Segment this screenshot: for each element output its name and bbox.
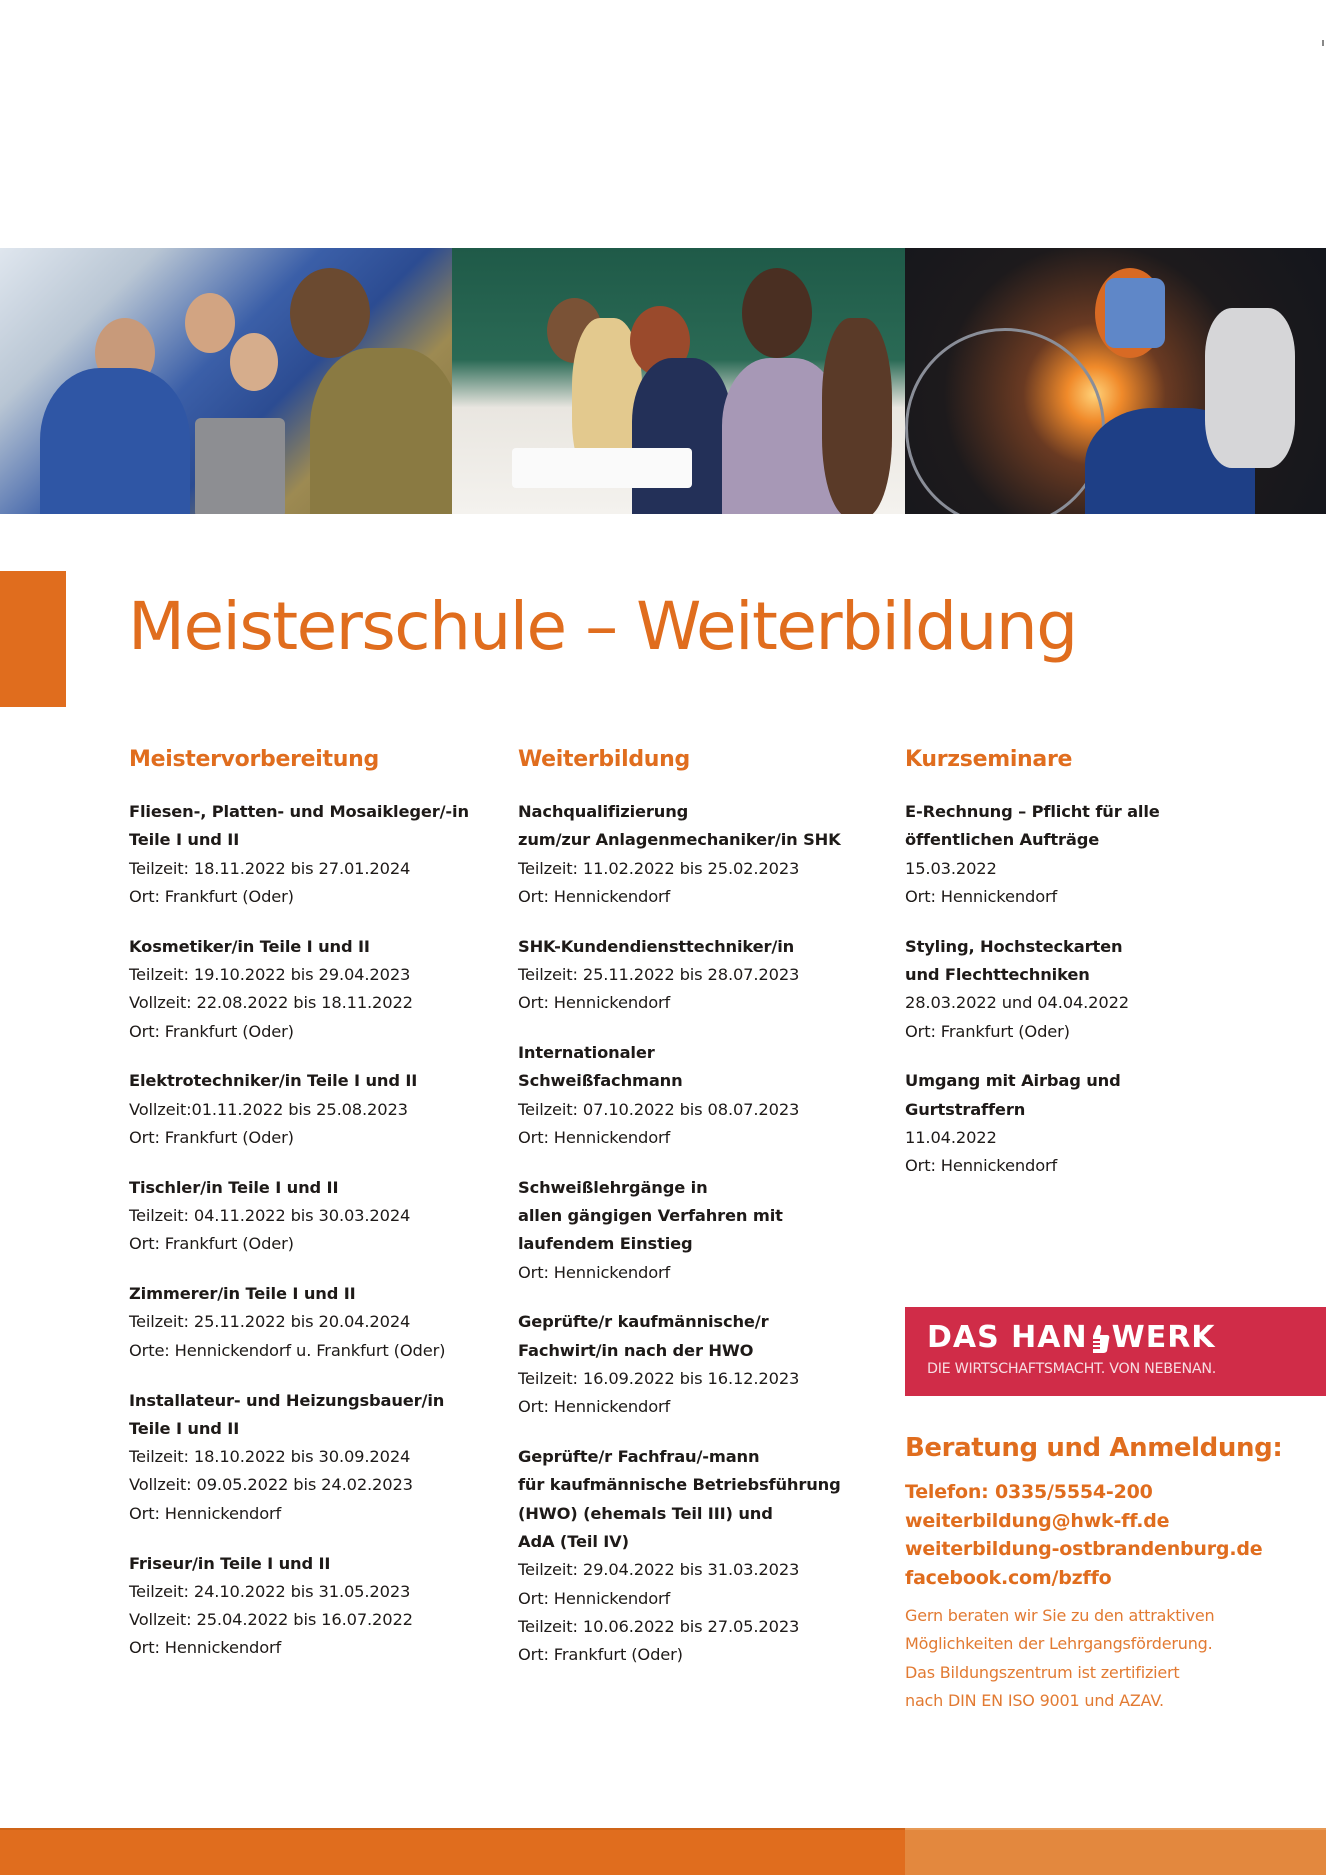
page-title: Meisterschule – Weiterbildung — [128, 588, 1077, 665]
course-date: Teilzeit: 10.06.2022 bis 27.05.2023 — [518, 1616, 800, 1636]
course-title: AdA (Teil IV) — [518, 1532, 629, 1552]
course-location: Ort: Hennickendorf — [518, 1397, 671, 1417]
phone-number[interactable]: Telefon: 0335/5554-200 — [905, 1481, 1153, 1503]
course-title: Friseur/in Teile I und II — [129, 1553, 331, 1573]
course-list — [129, 798, 499, 1663]
course-title: für kaufmännische Betriebsführung — [518, 1475, 841, 1495]
course-date: Teilzeit: 19.10.2022 bis 29.04.2023 — [129, 964, 411, 984]
course-entry — [905, 933, 1315, 1046]
footer-band — [0, 1828, 1326, 1875]
course-location: Ort: Hennickendorf — [518, 1588, 671, 1608]
course-date: Teilzeit: 16.09.2022 bis 16.12.2023 — [518, 1369, 800, 1389]
course-location: Ort: Hennickendorf — [129, 1503, 282, 1523]
course-title: öffentlichen Aufträge — [905, 830, 1100, 850]
contact-note-line: Das Bildungszentrum ist zertifiziert — [905, 1662, 1180, 1682]
course-title: Fliesen-, Platten- und Mosaikleger/-in — [129, 802, 469, 821]
accent-block — [0, 571, 66, 707]
course-title: Umgang mit Airbag und — [905, 1071, 1121, 1091]
photo-classroom — [452, 248, 905, 514]
contact-heading: Beratung und Anmeldung: — [905, 1433, 1283, 1463]
course-location: Ort: Hennickendorf — [518, 1127, 671, 1147]
course-entry — [518, 798, 888, 911]
course-title: Geprüfte/r Fachfrau/-mann — [518, 1447, 760, 1467]
corner-mark — [1322, 40, 1324, 46]
course-date: 15.03.2022 — [905, 858, 997, 878]
course-date: Teilzeit: 25.11.2022 bis 20.04.2024 — [129, 1312, 411, 1332]
banner-text-left: DAS HAN — [927, 1320, 1088, 1355]
column-meistervorbereitung — [129, 742, 499, 1684]
course-entry — [518, 1039, 888, 1152]
course-title: E-Rechnung – Pflicht für alle — [905, 802, 1160, 821]
course-location: Ort: Hennickendorf — [129, 1638, 282, 1658]
course-entry — [129, 933, 499, 1046]
course-date: Teilzeit: 24.10.2022 bis 31.05.2023 — [129, 1581, 411, 1601]
course-title: Installateur- und Heizungsbauer/in — [129, 1390, 445, 1410]
course-title: Styling, Hochsteckarten — [905, 936, 1123, 956]
section-heading: Meistervorbereitung — [129, 747, 379, 772]
course-date: Teilzeit: 07.10.2022 bis 08.07.2023 — [518, 1099, 800, 1119]
course-date: Vollzeit: 09.05.2022 bis 24.02.2023 — [129, 1475, 413, 1495]
course-entry — [129, 1387, 499, 1528]
course-date: Teilzeit: 11.02.2022 bis 25.02.2023 — [518, 858, 800, 878]
course-date: 11.04.2022 — [905, 1127, 997, 1147]
course-date: Vollzeit: 25.04.2022 bis 16.07.2022 — [129, 1610, 413, 1630]
course-title: (HWO) (ehemals Teil III) und — [518, 1503, 773, 1523]
course-title: Geprüfte/r kaufmännische/r — [518, 1312, 769, 1332]
course-title: allen gängigen Verfahren mit — [518, 1206, 783, 1226]
course-title: Schweißlehrgänge in — [518, 1177, 708, 1197]
course-location: Ort: Hennickendorf — [518, 1262, 671, 1282]
facebook-link[interactable]: facebook.com/bzffo — [905, 1566, 1112, 1589]
course-title: Elektrotechniker/in Teile I und II — [129, 1071, 418, 1091]
course-location: Ort: Hennickendorf — [518, 993, 671, 1013]
column-kurzseminare — [905, 742, 1315, 1202]
course-title: Tischler/in Teile I und II — [129, 1177, 339, 1197]
course-title: laufendem Einstieg — [518, 1234, 693, 1254]
footer-band-light — [905, 1828, 1326, 1875]
course-title: Teile I und II — [129, 1418, 240, 1438]
website-link[interactable]: weiterbildung-ostbrandenburg.de — [905, 1538, 1263, 1560]
photo-strip — [0, 248, 1326, 514]
course-entry — [129, 1067, 499, 1152]
course-entry — [129, 1280, 499, 1365]
das-handwerk-banner — [905, 1307, 1326, 1396]
thumbs-up-hand-icon — [1090, 1324, 1110, 1352]
course-entry — [905, 1067, 1315, 1180]
course-title: Schweißfachmann — [518, 1071, 683, 1091]
course-title: SHK-Kundendiensttechniker/in — [518, 936, 795, 956]
section-heading: Kurzseminare — [905, 747, 1073, 772]
course-entry — [518, 1174, 888, 1287]
course-entry — [905, 798, 1315, 911]
banner-text-right: WERK — [1111, 1320, 1216, 1355]
course-date: Vollzeit:01.11.2022 bis 25.08.2023 — [129, 1099, 408, 1119]
contact-section — [905, 1430, 1326, 1715]
course-location: Ort: Hennickendorf — [905, 886, 1058, 906]
course-location: Ort: Frankfurt (Oder) — [129, 1021, 294, 1041]
course-title: Fachwirt/in nach der HWO — [518, 1340, 754, 1360]
banner-tagline: DIE WIRTSCHAFTSMACHT. VON NEBENAN. — [927, 1361, 1216, 1377]
section-heading: Weiterbildung — [518, 747, 690, 772]
course-entry — [518, 1443, 888, 1669]
course-entry — [129, 1550, 499, 1663]
course-list — [905, 798, 1315, 1181]
course-date: 28.03.2022 und 04.04.2022 — [905, 993, 1130, 1013]
course-list — [518, 798, 888, 1670]
banner-logo-text — [927, 1321, 1216, 1355]
contact-note-line: Möglichkeiten der Lehrgangsförderung. — [905, 1634, 1213, 1654]
photo-workshop — [0, 248, 452, 514]
course-title: Teile I und II — [129, 830, 240, 850]
course-location: Ort: Frankfurt (Oder) — [518, 1645, 683, 1665]
course-date: Teilzeit: 18.11.2022 bis 27.01.2024 — [129, 858, 411, 878]
course-location: Orte: Hennickendorf u. Frankfurt (Oder) — [129, 1340, 446, 1360]
column-weiterbildung — [518, 742, 888, 1691]
course-location: Ort: Frankfurt (Oder) — [129, 1234, 294, 1254]
course-location: Ort: Frankfurt (Oder) — [129, 886, 294, 906]
email-link[interactable]: weiterbildung@hwk-ff.de — [905, 1509, 1170, 1532]
course-title: und Flechttechniken — [905, 964, 1090, 984]
course-date: Teilzeit: 29.04.2022 bis 31.03.2023 — [518, 1560, 800, 1580]
course-title: Nachqualifizierung — [518, 802, 689, 821]
contact-note-line: nach DIN EN ISO 9001 und AZAV. — [905, 1690, 1164, 1710]
course-date: Teilzeit: 18.10.2022 bis 30.09.2024 — [129, 1447, 411, 1467]
course-entry — [129, 798, 499, 911]
course-title: Kosmetiker/in Teile I und II — [129, 936, 370, 956]
footer-band-dark — [0, 1828, 905, 1875]
course-date: Teilzeit: 04.11.2022 bis 30.03.2024 — [129, 1206, 411, 1226]
course-location: Ort: Frankfurt (Oder) — [129, 1127, 294, 1147]
course-date: Teilzeit: 25.11.2022 bis 28.07.2023 — [518, 964, 800, 984]
course-entry — [129, 1174, 499, 1259]
course-location: Ort: Hennickendorf — [905, 1156, 1058, 1176]
course-entry — [518, 1308, 888, 1421]
course-location: Ort: Hennickendorf — [518, 886, 671, 906]
course-date: Vollzeit: 22.08.2022 bis 18.11.2022 — [129, 993, 413, 1013]
course-title: Zimmerer/in Teile I und II — [129, 1284, 356, 1304]
contact-details — [905, 1478, 1326, 1592]
course-title: Gurtstraffern — [905, 1099, 1026, 1119]
course-entry — [518, 933, 888, 1018]
photo-welding — [905, 248, 1326, 514]
course-title: zum/zur Anlagenmechaniker/in SHK — [518, 830, 841, 850]
course-location: Ort: Frankfurt (Oder) — [905, 1021, 1070, 1041]
contact-note-line: Gern beraten wir Sie zu den attraktiven — [905, 1606, 1215, 1625]
course-title: Internationaler — [518, 1043, 655, 1063]
